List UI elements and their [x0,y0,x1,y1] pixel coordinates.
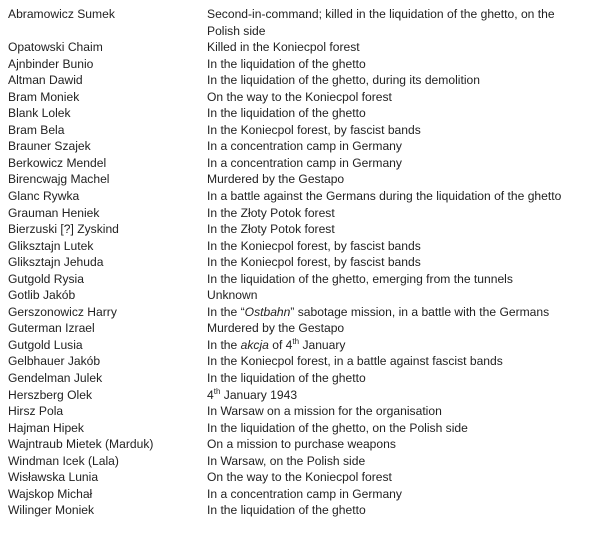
list-row [0,171,594,188]
person-fate: In the liquidation of the ghetto, during its demolition [207,73,480,88]
person-fate [200,387,575,404]
list-row [0,138,594,155]
person-fate: In the liquidation of the ghetto [207,503,366,518]
person-name: Brauner Szajek [8,139,91,154]
list-row [0,238,594,255]
person-name: Gliksztajn Jehuda [8,255,104,270]
list-row [0,72,594,89]
list-row [0,387,594,404]
list-row [0,122,594,139]
person-name: Guterman Izrael [8,321,95,336]
person-fate: In the Koniecpol forest, in a battle against fascist bands [207,354,503,369]
fate-emphasis: Ostbahn [244,304,291,319]
person-fate [200,304,575,321]
person-name: Berkowicz Mendel [8,155,107,170]
list-row [0,105,594,122]
list-row [0,502,594,519]
person-name: Bierzuski [?] Zyskind [8,222,119,237]
person-name: Gutgold Lusia [8,337,83,352]
fate-text: In the “ [207,304,245,319]
list-row [0,353,594,370]
list-row [0,370,594,387]
fate-text: In the [207,337,241,352]
person-name: Blank Lolek [8,106,71,121]
person-name: Gendelman Julek [8,371,103,386]
list-row [0,89,594,106]
person-fate [200,337,575,354]
list-row [0,254,594,271]
person-fate: In the Koniecpol forest, by fascist bands [207,238,421,253]
person-fate: In the liquidation of the ghetto [207,56,366,71]
person-name: Gutgold Rysia [8,271,84,286]
person-fate: In the Koniecpol forest, by fascist bands [207,255,421,270]
list-row [0,403,594,420]
person-fate: In the liquidation of the ghetto, on the Polish side [207,420,468,435]
person-name: Bram Moniek [8,89,80,104]
list-row [0,420,594,437]
person-fate: In a concentration camp in Germany [207,486,402,501]
fate-text: 4 [207,387,214,402]
person-fate: In a battle against the Germans during the liquidation of the ghetto [207,189,562,204]
person-fate: In Warsaw, on the Polish side [207,453,366,468]
list-row [0,304,594,321]
person-name: Wajntraub Mietek (Marduk) [8,437,154,452]
list-row [0,205,594,222]
person-name: Gotlib Jakób [8,288,76,303]
person-fate: Second-in-command; killed in the liquidation of the ghetto, on the Polish side [207,7,555,38]
list-row [0,188,594,205]
person-fate: In the liquidation of the ghetto [207,106,366,121]
person-name: Gelbhauer Jakób [8,354,101,369]
list-row [0,469,594,486]
person-fate: On the way to the Koniecpol forest [207,470,392,485]
person-name: Altman Dawid [8,73,83,88]
person-fate: In a concentration camp in Germany [207,139,402,154]
person-fate: In a concentration camp in Germany [207,155,402,170]
person-name: Grauman Heniek [8,205,100,220]
person-name: Birencwajg Machel [8,172,110,187]
list-row [0,271,594,288]
person-fate: In the liquidation of the ghetto, emerging from the tunnels [207,271,513,286]
person-name: Hirsz Pola [8,404,64,419]
list-row [0,287,594,304]
person-fate: In Warsaw on a mission for the organisation [207,404,442,419]
person-fate: Killed in the Koniecpol forest [207,40,360,55]
fate-text: of 4 [268,337,293,352]
list-row [0,486,594,503]
person-name: Herszberg Olek [8,387,93,402]
person-name: Bram Bela [8,122,65,137]
person-fate: In the Złoty Potok forest [207,205,335,220]
fate-emphasis: akcja [240,337,269,352]
ordinal-suffix: th [213,386,221,396]
list-row [0,453,594,470]
list-row [0,337,594,354]
person-name: Abramowicz Sumek [8,7,115,21]
person-fate: Murdered by the Gestapo [207,321,345,336]
fate-text: ” sabotage mission, in a battle with the Germans [290,304,550,319]
fate-text: January [299,337,346,352]
person-name: Windman Icek (Lala) [8,453,119,468]
fate-text: January 1943 [220,387,298,402]
person-name: Ajnbinder Bunio [8,56,94,71]
person-name: Glanc Rywka [8,189,80,204]
person-name: Gerszonowicz Harry [8,304,117,319]
list-row [0,6,594,39]
person-fate: On a mission to purchase weapons [207,437,396,452]
list-row [0,436,594,453]
person-fate: In the liquidation of the ghetto [207,371,366,386]
person-fate: Unknown [207,288,258,303]
person-name: Wisławska Lunia [8,470,99,485]
person-name: Opatowski Chaim [8,40,103,55]
person-name: Wajskop Michał [8,486,93,501]
list-row [0,56,594,73]
list-row [0,221,594,238]
person-name: Wilinger Moniek [8,503,95,518]
person-name: Gliksztajn Lutek [8,238,94,253]
person-fate: On the way to the Koniecpol forest [207,89,392,104]
person-fate: In the Złoty Potok forest [207,222,335,237]
person-fate: Murdered by the Gestapo [207,172,345,187]
list-row [0,39,594,56]
person-name: Hajman Hipek [8,420,84,435]
list-row [0,320,594,337]
list-row [0,155,594,172]
person-fate: In the Koniecpol forest, by fascist bands [207,122,421,137]
ordinal-suffix: th [292,336,300,346]
